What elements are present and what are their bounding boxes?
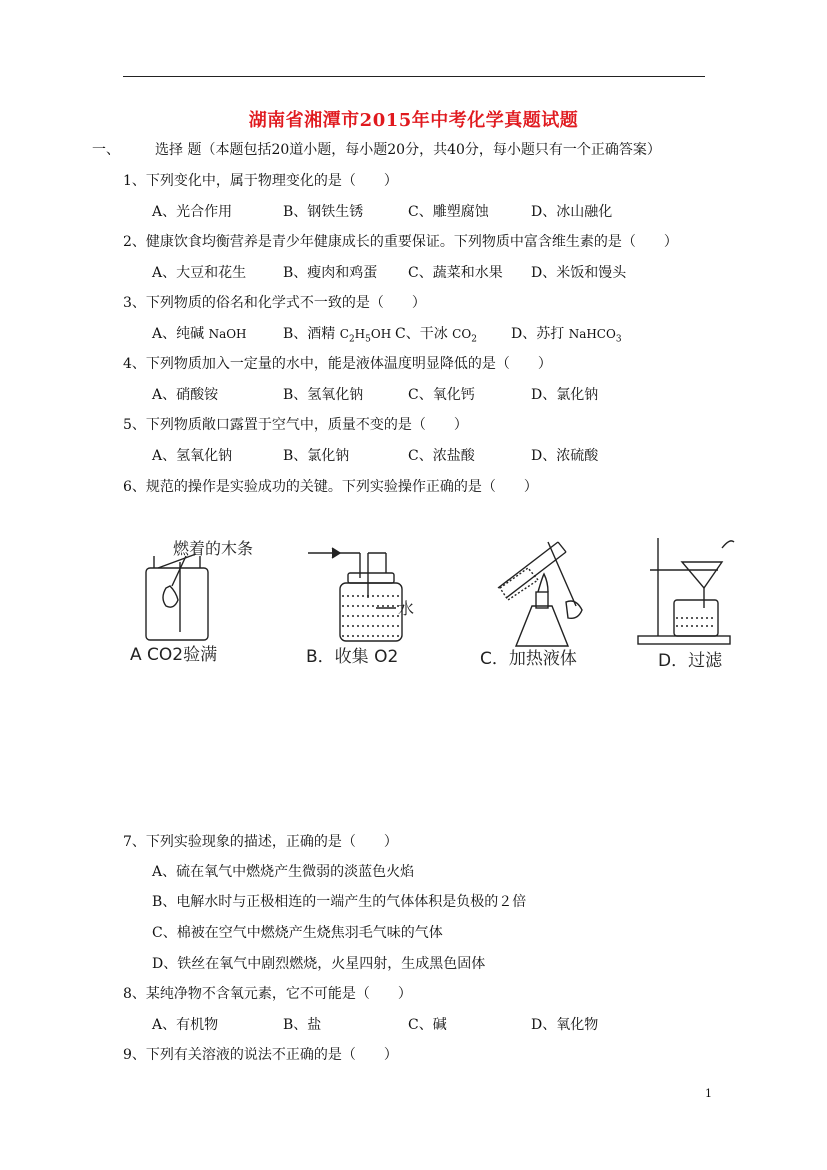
filtration-stand-illustration [638,538,734,644]
question-stem: 4、下列物质加入一定量的水中，能是液体温度明显降低的是（ ） [123,356,552,372]
option: D、铁丝在氧气中剧烈燃烧，火星四射，生成黑色固体 [152,956,486,972]
gas-collection-bottle-illustration [308,548,402,641]
lab-operations-figure [128,528,738,678]
co2-bottle-illustration [146,554,208,640]
header-rule [123,76,705,77]
option: B、电解水时与正极相连的一端产生的气体体积是负极的２倍 [152,894,527,910]
option: D、冰山融化 [531,204,613,220]
option: B、氯化钠 [283,448,350,464]
option: A、光合作用 [152,204,233,220]
question-stem: 1、下列变化中，属于物理变化的是（ ） [123,173,398,189]
option: B、瘦肉和鸡蛋 [283,265,378,281]
page-number: 1 [705,1087,712,1100]
question-stem: 3、下列物质的俗名和化学式不一致的是（ ） [123,295,426,311]
option: D、氯化钠 [531,387,599,403]
option: D、氧化物 [531,1017,599,1033]
figure-label-a: A CO2验满 [130,645,218,665]
heating-test-tube-illustration [498,542,582,646]
question-stem: 2、健康饮食均衡营养是青少年健康成长的重要保证。下列物质中富含维生素的是（ ） [123,234,678,250]
burning-stick-label: 燃着的木条 [173,539,254,558]
option: C、干冰 $CO_2$ [395,326,477,345]
option: A、有机物 [152,1017,219,1033]
option: B、酒精 $C_2H_5OH$ [283,326,392,345]
page-title: 湖南省湘潭市2015年中考化学真题试题 [248,110,579,131]
option: C、棉被在空气中燃烧产生烧焦羽毛气味的气体 [152,925,443,941]
option: A、硫在氧气中燃烧产生微弱的淡蓝色火焰 [152,864,415,880]
option: C、雕塑腐蚀 [408,204,489,220]
section-number: 一、 [92,142,120,158]
option: A、大豆和花生 [152,265,247,281]
question-stem: 5、下列物质敞口露置于空气中，质量不变的是（ ） [123,417,468,433]
question-stem: 6、规范的操作是实验成功的关键。下列实验操作正确的是（ ） [123,479,538,495]
question-stem: 7、下列实验现象的描述，正确的是（ ） [123,834,398,850]
option: B、氢氧化钠 [283,387,364,403]
figure-label-b: B．收集 O2 [306,647,399,667]
option: A、纯碱 NaOH [152,326,247,342]
question-stem: 9、下列有关溶液的说法不正确的是（ ） [123,1047,398,1063]
option: C、碱 [408,1017,447,1033]
question-stem: 8、某纯净物不含氧元素，它不可能是（ ） [123,986,412,1002]
option: C、氧化钙 [408,387,475,403]
section-heading: 选择 题（本题包括20道小题，每小题20分，共40分，每小题只有一个正确答案） [155,142,661,158]
option: C、蔬菜和水果 [408,265,503,281]
option: B、钢铁生锈 [283,204,364,220]
option: B、盐 [283,1017,322,1033]
option: D、米饭和馒头 [531,265,627,281]
water-label: 水 [398,599,415,618]
option: D、浓硫酸 [531,448,599,464]
option: A、氢氧化钠 [152,448,233,464]
option: D、苏打 NaHCO$_3$ [511,326,622,345]
figure-label-d: D．过滤 [658,651,723,671]
option: A、硝酸铵 [152,387,219,403]
figure-label-c: C．加热液体 [480,649,577,669]
option: C、浓盐酸 [408,448,475,464]
